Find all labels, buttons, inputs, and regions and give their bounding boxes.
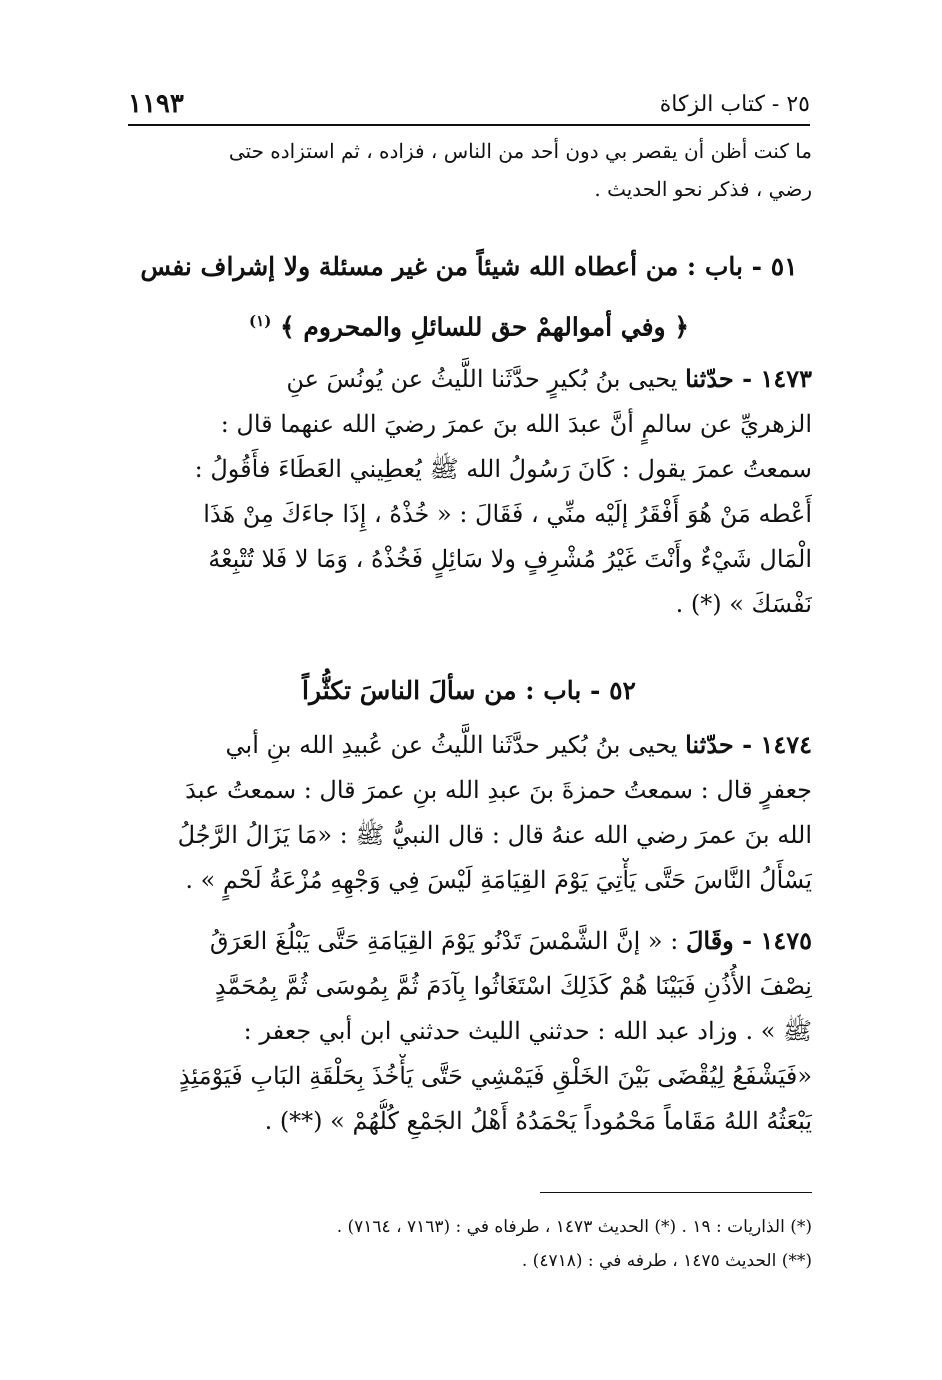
chapter-51-heading xyxy=(126,240,812,354)
chapter-title: ٥٢ - باب : من سألَ الناسَ تكثُّراً xyxy=(302,676,636,705)
intro-paragraph xyxy=(126,132,812,208)
hadith-1474 xyxy=(126,722,812,903)
hadith-1473 xyxy=(126,356,812,627)
text-line xyxy=(126,918,812,964)
text-line: ما كنت أظن أن يقصر بي دون أحد من الناس ، فزاده ، ثم استزاده حتى xyxy=(228,139,812,163)
footnotes xyxy=(126,1210,812,1278)
text-line: الْمَال شَيْءٌ وأَنْتَ غَيْرُ مُشْرِفٍ ولا سَائِلٍ فَخُذْهُ ، وَمَا لا فَلا تُتْبِعْهُ xyxy=(208,545,812,573)
text-line: يَسْأَلُ النَّاسَ حَتَّى يَأْتِيَ يَوْمَ القِيَامَةِ لَيْسَ فِي وَجْهِهِ مُزْعَةُ لَحْمٍ » . xyxy=(185,866,812,894)
hadith-number: ١٤٧٥ - وقَالَ xyxy=(685,926,812,955)
page-header xyxy=(128,84,810,126)
text-line: الزهريِّ عن سالمٍ أنَّ عبدَ الله بنَ عمرَ رضيَ الله عنهما قال : xyxy=(220,410,812,438)
hadith-number: ١٤٧٣ - حدّثنا xyxy=(685,364,812,393)
chapter-verse-line xyxy=(126,294,812,354)
page-number: ١١٩٣ xyxy=(128,89,184,119)
footnote-divider xyxy=(540,1192,812,1193)
chapter-title: ٥١ - باب : من أعطاه الله شيئاً من غير مسئلة ولا إشراف نفس xyxy=(140,252,798,281)
footnote-marker: (١) xyxy=(249,312,272,330)
text-line: نَفْسَكَ » (*) . xyxy=(675,590,812,618)
text-line: نِصْفَ الأُذُنِ فَبَيْنَا هُمْ كَذَلِكَ اسْتَغَاثُوا بِآدَمَ ثُمَّ بِمُوسَى ثُمَّ بِمُحَمَّدٍ xyxy=(214,972,812,1000)
text-line: ﷺ » . وزاد عبد الله : حدثني الليث حدثني ابن أبي جعفر : xyxy=(243,1017,812,1045)
footnote-line: (**) الحديث ١٤٧٥ ، طرفه في : (٤٧١٨) . xyxy=(521,1251,812,1271)
footnote-line: (*) الذاريات : ١٩ . (*) الحديث ١٤٧٣ ، طرفاه في : (٧١٦٣ ، ٧١٦٤) . xyxy=(336,1217,812,1237)
text-line: سمعتُ عمرَ يقول : كَانَ رَسُولُ الله ﷺ يُعطِيني العَطَاءَ فأَقُولُ : xyxy=(194,455,812,483)
hadith-number: ١٤٧٤ - حدّثنا xyxy=(685,730,812,759)
chapter-running-title: ٢٥ - كتاب الزكاة xyxy=(659,91,810,117)
text-line xyxy=(126,722,812,768)
hadith-text: يحيى بنُ بُكير حدَّثَنا اللَّيثُ عن عُبيدِ الله بنِ أبي xyxy=(225,731,678,759)
text-line xyxy=(126,356,812,402)
quran-verse: ﴿ وفي أموالهمْ حق للسائلِ والمحروم ﴾ xyxy=(280,312,689,342)
text-line: «فَيَشْفَعُ لِيُقْضَى بَيْنَ الخَلْقِ فَيَمْشِي حَتَّى يَأْخُذَ بِحَلْقَةِ البَابِ فَيَوْمَئِذٍ xyxy=(178,1062,812,1090)
text-line: الله بنَ عمرَ رضي الله عنهُ قال : قال النبيُّ ﷺ : «مَا يَزَالُ الرَّجُلُ xyxy=(177,821,812,849)
hadith-text: : « إنَّ الشَّمْسَ تَدْنُو يَوْمَ القِيَامَةِ حَتَّى يَبْلُغَ العَرَقُ xyxy=(209,927,679,955)
hadith-text: يحيى بنُ بُكيرٍ حدَّثَنا اللَّيثُ عن يُونُسَ عنِ xyxy=(286,365,678,393)
text-line: يَبْعَثُهُ اللهُ مَقَاماً مَحْمُوداً يَحْمَدُهُ أَهْلُ الجَمْعِ كُلُّهُمْ » (**) . xyxy=(264,1107,812,1135)
chapter-52-heading xyxy=(126,664,812,718)
text-line: رضي ، فذكر نحو الحديث . xyxy=(594,177,812,201)
text-line: أَعْطه مَنْ هُوَ أَفْقَرُ إلَيْه منِّي ، فَقَالَ : « خُذْهُ ، إِذَا جاءَكَ مِنْ هَذَا xyxy=(203,500,812,528)
text-line: جعفرٍ قال : سمعتُ حمزةَ بنَ عبدِ الله بنِ عمرَ قال : سمعتُ عبدَ xyxy=(185,776,812,804)
hadith-1475 xyxy=(126,918,812,1144)
